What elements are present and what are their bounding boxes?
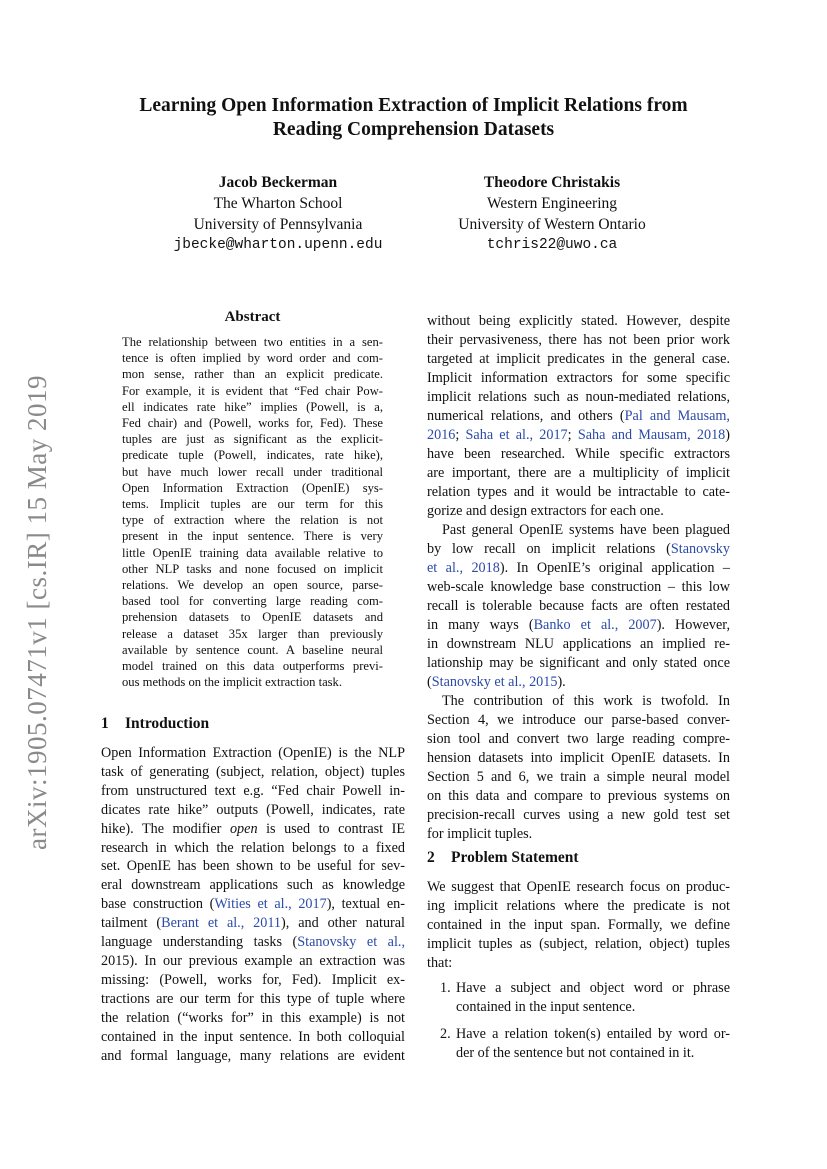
title-line: Reading Comprehension Datasets [272, 119, 555, 140]
text-line: in downstream NLU applications an implied re- [427, 636, 730, 652]
author-block [128, 172, 428, 256]
author-name: Jacob Beckerman [218, 174, 338, 191]
abstract-line: release a dataset 35x larger than previously [122, 626, 383, 641]
abstract-line: Open Information Extraction (OpenIE) sys- [122, 480, 383, 495]
text-line: Section 5 and 6, we train a simple neural model [427, 769, 730, 785]
abstract-line: other NLP tasks and none focused on implicit [122, 561, 383, 576]
text-line: research in which the relation belongs to a fixed [101, 839, 405, 856]
text-line: recall is tolerable because facts are often restated [427, 598, 730, 614]
list-item [440, 979, 730, 1017]
text-line: that: [427, 955, 453, 971]
citation-link[interactable]: Saha and Mausam, 2018 [577, 427, 726, 443]
text: numerical relations, and others ( [427, 408, 625, 424]
abstract-line: but have much lower recall under traditional [122, 464, 383, 479]
author-affiliation: Western Engineering [486, 195, 618, 212]
text-line: dicates rate hike” outputs (Powell, indicates, rate [101, 801, 405, 818]
emphasis: open [229, 820, 258, 837]
text: by low recall on implicit relations ( [427, 541, 671, 557]
section-number: 2 [427, 849, 435, 866]
text-line: Section 4, we introduce our parse-based conver- [427, 712, 730, 728]
abstract-line: model trained on this data outperforms previ- [122, 659, 383, 674]
abstract-body [122, 334, 383, 690]
abstract-line: tence is often implied by word order and com- [122, 351, 383, 366]
section-heading-introduction [101, 715, 209, 733]
text-line: 2015). In our previous example an extraction was [101, 952, 405, 969]
citation-link[interactable]: Stanovsky et al., 2015 [431, 674, 558, 690]
text-line [101, 914, 405, 933]
abstract-line: prehension datasets to OpenIE datasets and [122, 610, 383, 625]
abstract-line: type of extraction where the relation is not [122, 513, 383, 528]
text-line: precision-recall curves using a new gold test set [427, 807, 730, 823]
abstract-line: available by sentence count. A baseline neural [122, 642, 383, 657]
list-number: 2. [440, 1026, 451, 1042]
text-line [427, 407, 730, 426]
text: base construction ( [101, 896, 215, 913]
text-line: missing: (Powell, works for, Fed). Implicit ex- [101, 971, 405, 988]
text-line: Have a relation token(s) entailed by word or- [456, 1026, 730, 1042]
section-title: Problem Statement [451, 849, 579, 866]
list-number: 1. [440, 980, 451, 996]
abstract-line: predicate tuple (Powell, indicates, rate hike), [122, 448, 383, 463]
abstract-line: little OpenIE training data available relative to [122, 545, 383, 560]
author-affiliation: University of Pennsylvania [193, 216, 363, 233]
text-line: Implicit information extractors for some specific [427, 370, 730, 386]
abstract-line: The relationship between two entities in a sen- [122, 335, 383, 349]
text-line: lationship may be significant and only stated once [427, 655, 730, 671]
introduction-body [101, 744, 405, 1065]
text: language understanding tasks ( [101, 934, 298, 951]
text-line: targeted at implicit predicates in the general case. [427, 351, 730, 367]
citation-link[interactable]: Pal and Mausam, [624, 408, 730, 424]
author-email[interactable]: jbecke@wharton.upenn.edu [173, 237, 383, 253]
list-item [440, 1025, 730, 1063]
text-line: without being explicitly stated. However, despite [427, 313, 730, 329]
text-line: Have a subject and object word or phrase [456, 980, 730, 996]
abstract-line: For example, it is evident that “Fed chair Pow- [122, 383, 383, 398]
text: in many ways ( [427, 617, 534, 633]
abstract-line: mon sense, rather than an explicit predicate. [122, 367, 383, 382]
abstract-line: tuples are just as significant as the explicit- [122, 432, 383, 447]
text-line: ing implicit relations where the predicate is not [427, 898, 730, 914]
text-line: (Stanovsky et al., 2015). [427, 674, 566, 690]
author-affiliation: University of Western Ontario [458, 216, 646, 233]
author-name: Theodore Christakis [483, 174, 621, 191]
text-line: set. OpenIE has been shown to be useful for sev- [101, 858, 405, 875]
abstract-line: present in the input sentence. There is very [122, 529, 383, 544]
text: ), textual en- [326, 896, 405, 913]
text-line: gorize and design extractors for each one. [427, 503, 664, 519]
citation-link[interactable]: Wities et al., 2017 [214, 896, 327, 913]
text-line: from unstructured text e.g. “Fed chair Powell in- [101, 782, 405, 799]
section-heading-problem-statement [427, 849, 579, 867]
title-line: Learning Open Information Extraction of Implicit Relations from [139, 95, 688, 116]
text-line: task of generating (subject, relation, object) tuples [101, 763, 405, 780]
abstract-line: based tool for converting large reading com- [122, 594, 383, 609]
author-affiliation: The Wharton School [213, 195, 343, 212]
abstract-line: relations. We develop an open source, parse- [122, 578, 383, 593]
right-column-body [427, 312, 730, 844]
text-line: der of the sentence but not contained in it. [456, 1045, 695, 1061]
text: hike). The modifier [101, 820, 230, 837]
text-line: and formal language, many relations are evident [101, 1047, 405, 1064]
text-line: their pervasiveness, there has not been prior work [427, 332, 730, 348]
paper-title [80, 94, 747, 142]
abstract-line: ous methods on the implicit extraction task. [122, 675, 343, 690]
text-line: hension datasets into implicit OpenIE datasets. In [427, 750, 730, 766]
abstract-line: ell indicates rate hike” implies (Powell, is a, [122, 399, 383, 414]
text-line: contained in the input sentence. In both colloquial [101, 1028, 405, 1045]
text-line: Open Information Extraction (OpenIE) is the NLP [101, 745, 405, 761]
abstract-line: Fed chair) and (Powell, works for, Fed). These [122, 416, 383, 431]
text-line: for implicit tuples. [427, 826, 533, 842]
problem-statement-body [427, 878, 730, 973]
abstract-line: tems. Implicit tuples are our term for this [122, 497, 383, 512]
text-line: sion tool and convert two large reading compre- [427, 731, 730, 747]
text-line [427, 540, 730, 559]
text-line: web-scale knowledge base construction – this low [427, 579, 730, 595]
text-line: eral downstream applications such as knowledge [101, 877, 405, 894]
citation-link[interactable]: Berant et al., 2011 [161, 915, 282, 932]
text-line: on this data and compare to previous systems on [427, 788, 730, 804]
text: ), and other natural [281, 915, 405, 932]
author-email[interactable]: tchris22@uwo.ca [486, 237, 618, 253]
section-title: Introduction [125, 715, 210, 732]
citation-link[interactable]: Banko et al., 2007 [533, 617, 657, 633]
citation-link[interactable]: 2016 [427, 427, 456, 443]
citation-link[interactable]: Stanovsky et al., [297, 934, 406, 951]
citation-link[interactable]: Saha et al., 2017 [465, 427, 568, 443]
arxiv-stamp: arXiv:1905.07471v1 [cs.IR] 15 May 2019 [22, 375, 52, 850]
text-line: contained in the input span. Formally, we define [427, 917, 730, 933]
text-line: tractions are our term for this type of tuple where [101, 990, 405, 1007]
text: ). In OpenIE’s original application – [499, 560, 730, 576]
text-line [101, 895, 405, 914]
text-line [101, 933, 405, 952]
text-line [427, 616, 730, 635]
text-line: 2016; Saha et al., 2017; Saha and Mausam, 2018) [427, 427, 730, 443]
abstract-heading: Abstract [224, 309, 281, 325]
author-block [402, 172, 702, 256]
text-line: implicit tuples as (subject, relation, object) tuples [427, 936, 730, 952]
section-number: 1 [101, 715, 109, 732]
text: tailment ( [101, 915, 162, 932]
text-line: relation types and it would be intractable to cate- [427, 484, 730, 500]
text-line: the relation (“works for” in this example) is not [101, 1009, 405, 1026]
citation-link[interactable]: Stanovsky [670, 541, 730, 557]
text-line: We suggest that OpenIE research focus on produc- [427, 879, 730, 895]
text-line: contained in the input sentence. [456, 999, 636, 1015]
text-line: Past general OpenIE systems have been plagued [442, 522, 730, 538]
text-line: have been researched. While specific extractors [427, 446, 730, 462]
text-line [427, 559, 730, 578]
text-line: are important, there are a multiplicity of implicit [427, 465, 730, 481]
text-line [101, 820, 405, 839]
text-line: The contribution of this work is twofold. In [442, 693, 730, 709]
text-line: implicit relations such as noun-mediated relations, [427, 389, 730, 405]
citation-link[interactable]: et al., 2018 [427, 560, 500, 576]
text: ). However, [656, 617, 730, 633]
text: is used to contrast IE [257, 820, 405, 837]
